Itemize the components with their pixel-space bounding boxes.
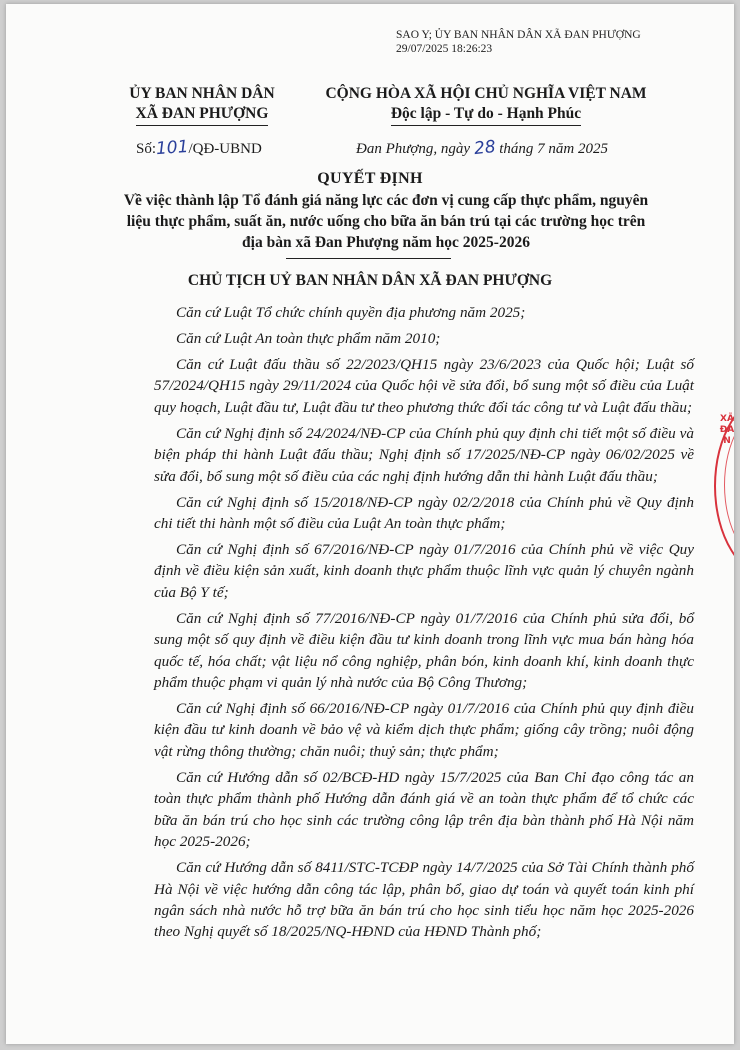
legal-basis [154,302,694,947]
document-number-prefix: Số: [136,141,157,157]
handwritten-day: 28 [472,136,497,160]
national-header [306,84,666,126]
copy-stamp-timestamp: 29/07/2025 18:26:23 [396,43,493,55]
legal-basis-paragraph: Căn cứ Nghị định số 66/2016/NĐ-CP ngày 01/7/2016 của Chính phủ quy định điều kiện đầu tư kinh doanh về bảo vệ và kiểm dịch thực phẩm; giống cây trồng; nuôi động vật rừng thông thường; chăn nuôi; thuỷ sản; thực phẩm; [154,700,694,760]
legal-basis-paragraph: Căn cứ Luật An toàn thực phẩm năm 2010; [176,330,441,347]
document-number-suffix: /QĐ-UBND [188,141,262,157]
legal-basis-paragraph: Căn cứ Luật Tổ chức chính quyền địa phương năm 2025; [176,304,526,321]
decision-title: QUYẾT ĐỊNH [317,170,423,187]
authority-line1: ỦY BAN NHÂN DÂN [129,85,275,102]
document-number [136,138,262,158]
handwritten-number: 101 [155,136,190,160]
legal-basis-paragraph: Căn cứ Nghị định số 67/2016/NĐ-CP ngày 01/7/2016 của Chính phủ về việc Quy định về điều kiện sản xuất, kinh doanh thực phẩm thuộc lĩnh vực quản lý chuyên ngành của Bộ Y tế; [154,541,694,601]
copy-stamp-org: SAO Y; ỦY BAN NHÂN DÂN XÃ ĐAN PHƯỢNG [396,29,641,41]
chairman-heading: CHỦ TỊCH UỶ BAN NHÂN DÂN XÃ ĐAN PHƯỢNG [187,272,553,289]
place-and-date [356,138,608,158]
decision-subject: Về việc thành lập Tổ đánh giá năng lực các đơn vị cung cấp thực phẩm, nguyên liệu thực phẩm, suất ăn, nước uống cho bữa ăn bán trú tại các trường học trên địa bàn xã Đan Phượng năm học 2025-2026 [123,192,649,251]
legal-basis-paragraph: Căn cứ Nghị định số 77/2016/NĐ-CP ngày 01/7/2016 của Chính phủ sửa đổi, bổ sung một số quy định về điều kiện đầu tư kinh doanh trong lĩnh vực mua bán hàng hóa quốc tế, hóa chất; vật liệu nổ công nghiệp, phân bón, kinh doanh khí, kinh doanh thực phẩm thuộc phạm vi quản lý nhà nước của Bộ Công Thương; [154,609,694,692]
date-place: Đan Phượng, ngày [356,141,474,157]
national-motto: Độc lập - Tự do - Hạnh Phúc [391,104,581,126]
authority-line2: XÃ ĐAN PHƯỢNG [136,104,269,126]
document-page [6,4,734,1044]
subject-underline [286,258,451,259]
legal-basis-paragraph: Căn cứ Hướng dẫn số 02/BCĐ-HD ngày 15/7/2025 của Ban Chỉ đạo công tác an toàn thực phẩm thành phố Hướng dẫn đánh giá về an toàn thực phẩm để tổ chức các bữa ăn bán trú cho học sinh các trường công lập trên địa bàn thành phố Hà Nội năm học 2025-2026; [154,768,694,851]
legal-basis-paragraph: Căn cứ Luật đấu thầu số 22/2023/QH15 ngày 23/6/2023 của Quốc hội; Luật số 57/2024/QH15 ngày 29/11/2024 của Quốc hội về sửa đổi, bổ sung một số điều của Luật quy hoạch, Luật đầu tư, Luật đầu tư theo phương thức đối tác công tư và Luật đấu thầu; [154,356,694,416]
red-seal-text: XÃ ĐAN [719,414,734,446]
copy-stamp [396,28,641,56]
legal-basis-paragraph: Căn cứ Hướng dẫn số 8411/STC-TCĐP ngày 14/7/2025 của Sở Tài Chính thành phố Hà Nội về việc hướng dẫn công tác lập, phân bổ, giao dự toán và quyết toán kinh phí ngân sách nhà nước hỗ trợ bữa ăn bán trú cho học sinh tiểu học năm học 2025-2026 theo Nghị quyết số 18/2025/NQ-HĐND của HĐND Thành phố; [154,859,694,941]
date-rest: tháng 7 năm 2025 [495,141,608,157]
issuing-authority [102,84,302,126]
legal-basis-paragraph: Căn cứ Nghị định số 15/2018/NĐ-CP ngày 02/2/2018 của Chính phủ về Quy định chi tiết thi hành một số điều của Luật An toàn thực phẩm; [154,493,694,533]
legal-basis-paragraph: Căn cứ Nghị định số 24/2024/NĐ-CP của Chính phủ quy định chi tiết một số điều và biện pháp thi hành Luật đấu thầu; Nghị định số 17/2025/NĐ-CP ngày 06/02/2025 về sửa đổi, bổ sung một số điều của các nghị định hướng dẫn thi hành Luật đấu thầu; [154,424,694,485]
nation-name: CỘNG HÒA XÃ HỘI CHỦ NGHĨA VIỆT NAM [325,85,647,102]
